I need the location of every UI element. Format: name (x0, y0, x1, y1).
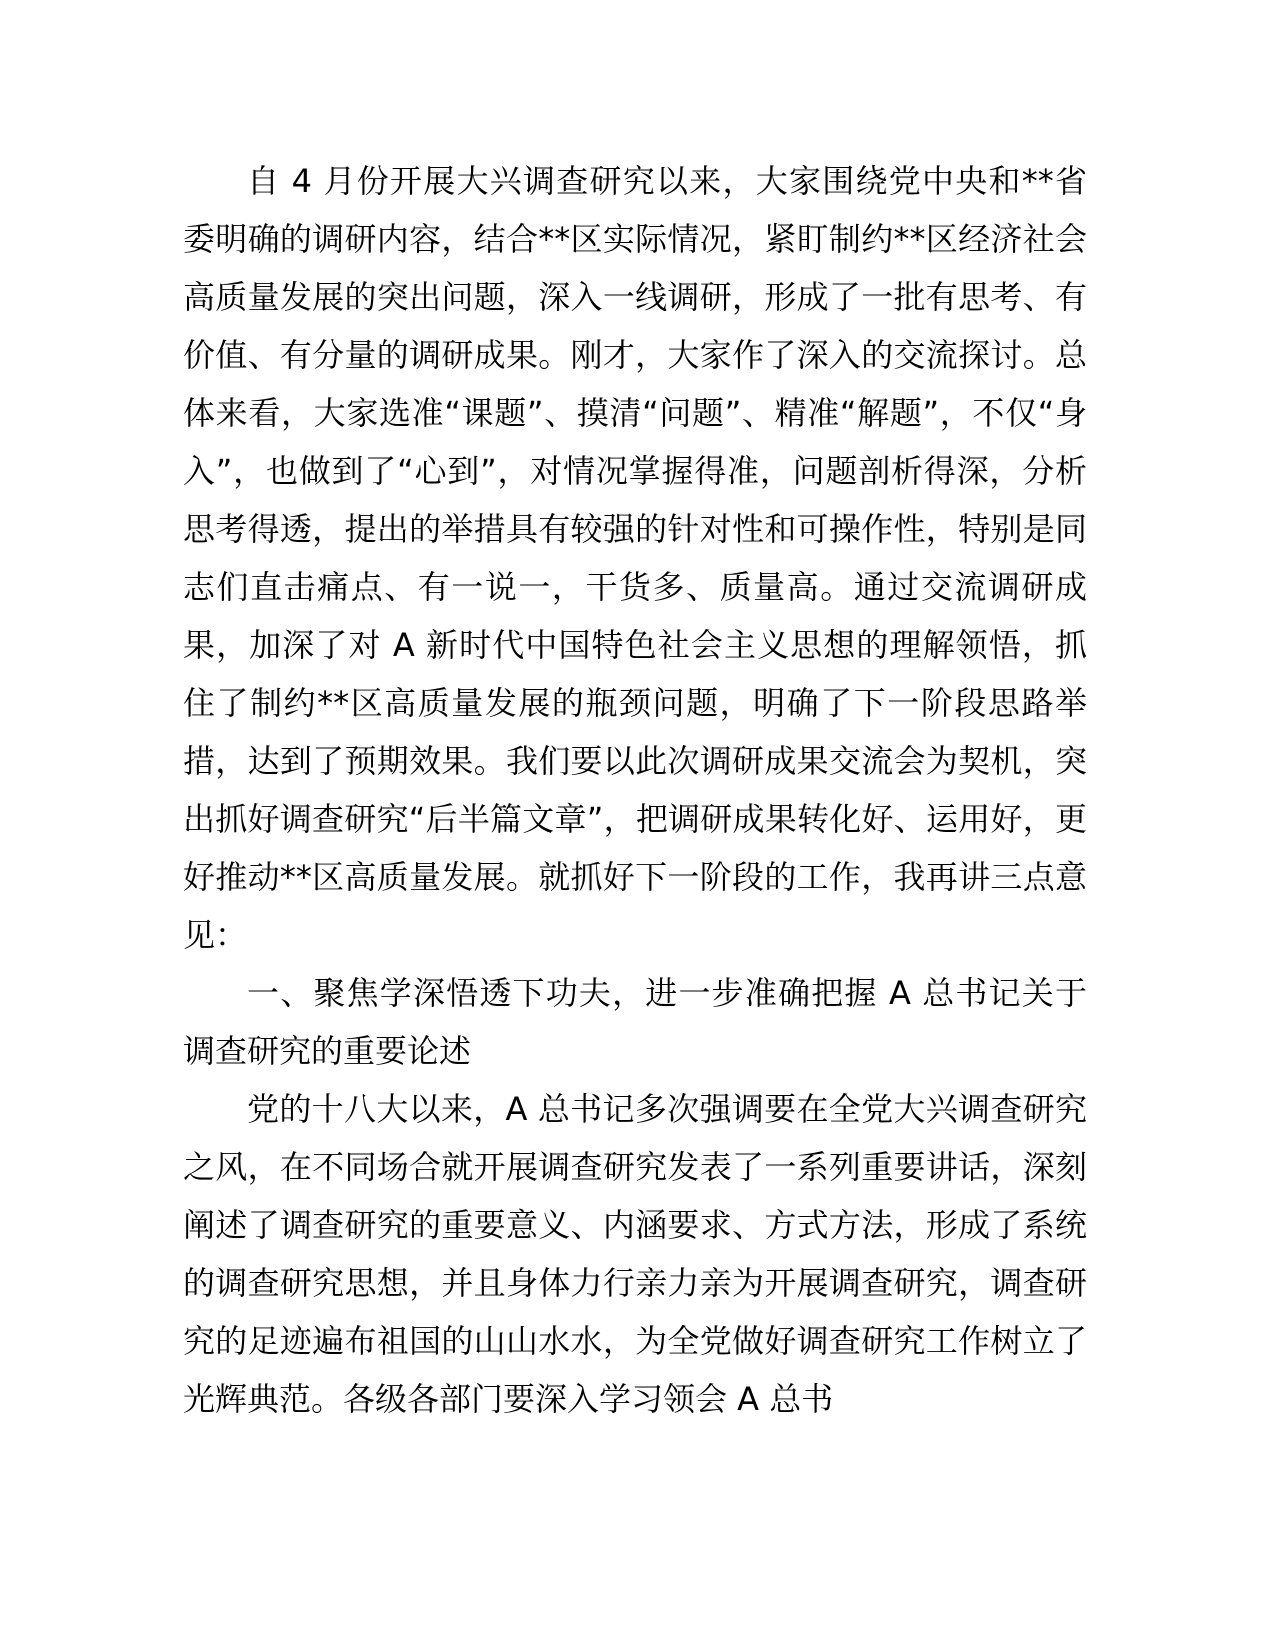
section-heading-1: 一、聚焦学深悟透下功夫，进一步准确把握 A 总书记关于调查研究的重要论述 (183, 974, 1087, 1070)
intro-paragraph: 自 4 月份开展大兴调查研究以来，大家围绕党中央和**省委明确的调研内容，结合**区实际情况，紧盯制约**区经济社会高质量发展的突出问题，深入一线调研，形成了一批有思考、有价值、有分量的调研成果。刚才，大家作了深入的交流探讨。总体来看，大家选准“课题”、摸清“问题”、精准“解题”，不仅“身入”，也做到了“心到”，对情况掌握得准，问题剖析得深，分析思考得透，提出的举措具有较强的针对性和可操作性，特别是同志们直击痛点、有一说一，干货多、质量高。通过交流调研成果，加深了对 A 新时代中国特色社会主义思想的理解领悟，抓住了制约**区高质量发展的瓶颈问题，明确了下一阶段思路举措，达到了预期效果。我们要以此次调研成果交流会为契机，突出抓好调查研究“后半篇文章”，把调研成果转化好、运用好，更好推动**区高质量发展。就抓好下一阶段的工作，我再讲三点意见： (183, 162, 1087, 954)
document-body (183, 152, 1087, 1428)
section-1-paragraph: 党的十八大以来，A 总书记多次强调要在全党大兴调查研究之风，在不同场合就开展调查研究发表了一系列重要讲话，深刻阐述了调查研究的重要意义、内涵要求、方式方法，形成了系统的调查研究思想，并且身体力行亲力亲为开展调查研究，调查研究的足迹遍布祖国的山山水水，为全党做好调查研究工作树立了光辉典范。各级各部门要深入学习领会 A 总书 (183, 1090, 1087, 1418)
